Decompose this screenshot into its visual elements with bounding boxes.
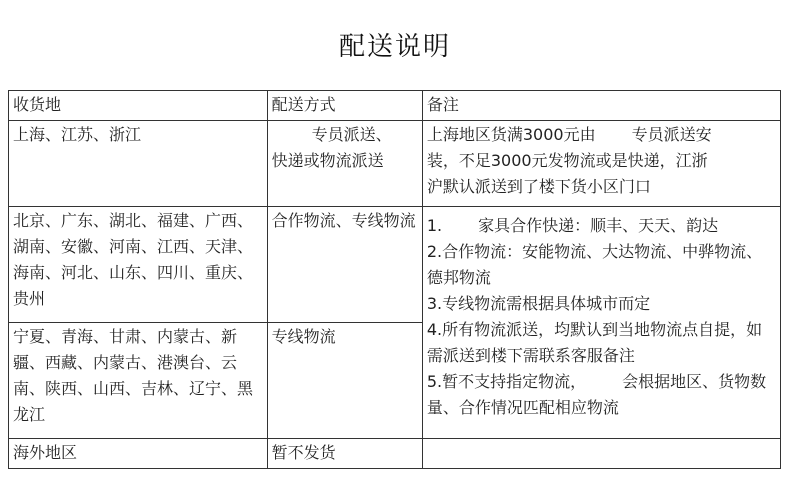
table-row: [9, 121, 781, 207]
method-cell: [267, 121, 422, 207]
note-line: 装，不足3000元发物流或是快递，江浙: [426, 151, 708, 170]
note-cell: [422, 439, 780, 469]
note-text: 上海地区货满3000元由: [426, 125, 596, 144]
note-cell-merged: [422, 207, 780, 439]
note-line: 沪默认派送到了楼下货小区门口: [426, 177, 651, 196]
note-item: 2.合作物流：安能物流、大达物流、中骅物流、德邦物流: [426, 242, 763, 287]
note-item: [427, 213, 776, 239]
note-text: 1.: [426, 216, 443, 235]
note-text: 5.暂不支持指定物流，: [426, 372, 587, 391]
method-cell: 合作物流、专线物流: [267, 207, 422, 323]
note-cell: [422, 121, 780, 207]
delivery-table: [8, 90, 781, 469]
method-cell: 专线物流: [267, 323, 422, 439]
method-text: 专员派送、: [311, 125, 392, 144]
region-cell: 上海、江苏、浙江: [9, 121, 268, 207]
table-header-row: [9, 91, 781, 121]
note-item: [427, 369, 776, 421]
table-row: [9, 439, 781, 469]
page-title: 配送说明: [338, 32, 451, 62]
header-note: 备注: [422, 91, 780, 121]
table-row: [9, 207, 781, 323]
method-cell: 暂不发货: [267, 439, 422, 469]
note-item: 3.专线物流需根据具体城市而定: [426, 294, 651, 313]
header-method: 配送方式: [267, 91, 422, 121]
note-line: [427, 122, 776, 148]
note-text: 专员派送安: [631, 125, 712, 144]
region-cell: 北京、广东、湖北、福建、广西、湖南、安徽、河南、江西、天津、海南、河北、山东、四川、重庆、贵州: [9, 207, 268, 323]
header-region: 收货地: [9, 91, 268, 121]
method-line: [272, 122, 418, 148]
note-text: 家具合作快递：顺丰、天天、韵达: [478, 216, 719, 235]
note-text: 会根据地区、货物数量、合作情况匹配相应物流: [426, 372, 767, 417]
method-line: 快递或物流派送: [271, 151, 384, 170]
region-cell: 宁夏、青海、甘肃、内蒙古、新疆、西藏、内蒙古、港澳台、云南、陕西、山西、吉林、辽宁、黑龙江: [9, 323, 268, 439]
region-cell: 海外地区: [9, 439, 268, 469]
note-item: 4.所有物流派送，均默认到当地物流点自提，如需派送到楼下需联系客服备注: [426, 320, 763, 365]
